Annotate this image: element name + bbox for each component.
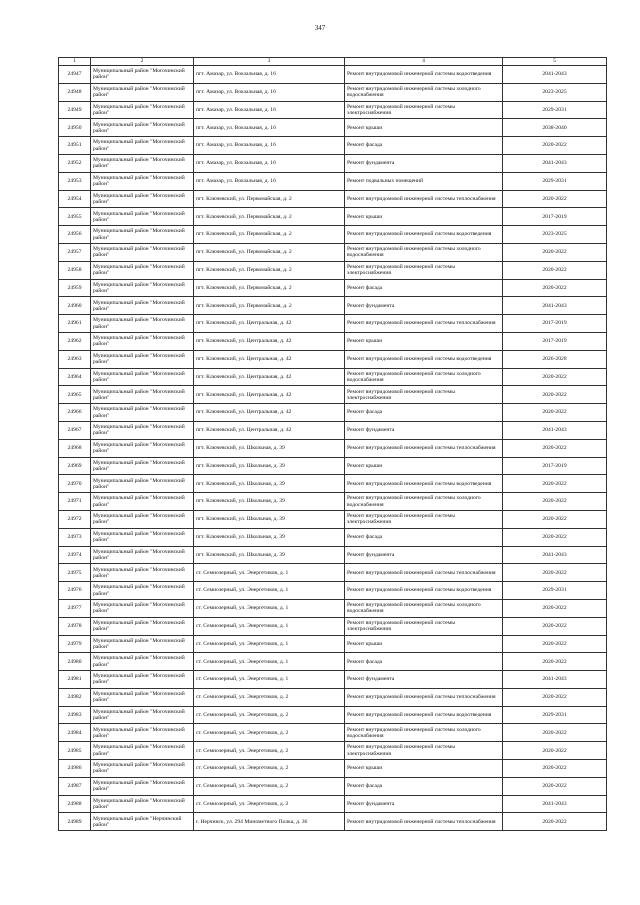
row-number-cell: 24970 xyxy=(59,475,91,493)
work-type-cell: Ремонт фасада xyxy=(345,777,503,795)
work-type-cell: Ремонт внутридомовой инженерной системы теплоснабжения xyxy=(345,439,503,457)
address-cell: ст. Семиозерный, ул. Энергетиков, д. 1 xyxy=(194,653,345,671)
work-type-cell: Ремонт крыши xyxy=(345,119,503,137)
address-cell: пгт. Ключевский, ул. Первомайская, д. 2 xyxy=(194,279,345,297)
work-type-cell: Ремонт внутридомовой инженерной системы электроснабжения xyxy=(345,742,503,760)
municipality-cell: Муниципальный район "Могочинский район" xyxy=(91,279,194,297)
municipality-cell: Муниципальный район "Могочинский район" xyxy=(91,350,194,368)
table-row xyxy=(59,688,607,706)
period-cell: 2020-2022 xyxy=(503,190,607,208)
municipality-cell: Муниципальный район "Могочинский район" xyxy=(91,226,194,244)
table-row xyxy=(59,528,607,546)
period-cell: 2023-2025 xyxy=(503,83,607,101)
row-number-cell: 24964 xyxy=(59,368,91,386)
address-cell: пгт. Ключевский, ул. Первомайская, д. 2 xyxy=(194,261,345,279)
table-row xyxy=(59,368,607,386)
table-row xyxy=(59,546,607,564)
page-number: 347 xyxy=(314,24,326,32)
table-row xyxy=(59,297,607,315)
municipality-cell: Муниципальный район "Могочинский район" xyxy=(91,475,194,493)
column-header-2: 2 xyxy=(91,58,194,66)
address-cell: пгт. Ключевский, ул. Первомайская, д. 2 xyxy=(194,208,345,226)
row-number-cell: 24973 xyxy=(59,528,91,546)
table-row xyxy=(59,742,607,760)
address-cell: ст. Семиозерный, ул. Энергетиков, д. 2 xyxy=(194,760,345,778)
table-row xyxy=(59,404,607,422)
row-number-cell: 24951 xyxy=(59,137,91,155)
row-number-cell: 24963 xyxy=(59,350,91,368)
period-cell: 2020-2022 xyxy=(503,279,607,297)
municipality-cell: Муниципальный район "Могочинский район" xyxy=(91,332,194,350)
period-cell: 2029-2031 xyxy=(503,172,607,190)
work-type-cell: Ремонт фасада xyxy=(345,404,503,422)
row-number-cell: 24960 xyxy=(59,297,91,315)
address-cell: пгт. Амазар, ул. Вокзальная, д. 16 xyxy=(194,154,345,172)
municipality-cell: Муниципальный район "Могочинский район" xyxy=(91,137,194,155)
period-cell: 2041-2043 xyxy=(503,154,607,172)
work-type-cell: Ремонт внутридомовой инженерной системы водоотведения xyxy=(345,66,503,84)
column-header-3: 3 xyxy=(194,58,345,66)
table-row xyxy=(59,421,607,439)
period-cell: 2029-2031 xyxy=(503,706,607,724)
municipality-cell: Муниципальный район "Могочинский район" xyxy=(91,671,194,689)
municipality-cell: Муниципальный район "Могочинский район" xyxy=(91,635,194,653)
municipality-cell: Муниципальный район "Могочинский район" xyxy=(91,457,194,475)
address-cell: ст. Семиозерный, ул. Энергетиков, д. 1 xyxy=(194,582,345,600)
row-number-cell: 24971 xyxy=(59,493,91,511)
work-type-cell: Ремонт внутридомовой инженерной системы холодного водоснабжения xyxy=(345,599,503,617)
work-type-cell: Ремонт внутридомовой инженерной системы электроснабжения xyxy=(345,617,503,635)
work-type-cell: Ремонт фундамента xyxy=(345,671,503,689)
municipality-cell: Муниципальный район "Могочинский район" xyxy=(91,119,194,137)
table-row xyxy=(59,101,607,119)
row-number-cell: 24987 xyxy=(59,777,91,795)
municipality-cell: Муниципальный район "Могочинский район" xyxy=(91,795,194,813)
period-cell: 2020-2022 xyxy=(503,475,607,493)
municipality-cell: Муниципальный район "Могочинский район" xyxy=(91,386,194,404)
table-row xyxy=(59,706,607,724)
address-cell: пгт. Амазар, ул. Вокзальная, д. 16 xyxy=(194,172,345,190)
period-cell: 2020-2022 xyxy=(503,137,607,155)
period-cell: 2017-2019 xyxy=(503,457,607,475)
work-type-cell: Ремонт фасада xyxy=(345,279,503,297)
work-type-cell: Ремонт крыши xyxy=(345,332,503,350)
table-row xyxy=(59,172,607,190)
table-row xyxy=(59,226,607,244)
work-type-cell: Ремонт крыши xyxy=(345,208,503,226)
table-row xyxy=(59,457,607,475)
table-row xyxy=(59,795,607,813)
table-row xyxy=(59,653,607,671)
municipality-cell: Муниципальный район "Могочинский район" xyxy=(91,760,194,778)
municipality-cell: Муниципальный район "Могочинский район" xyxy=(91,617,194,635)
row-number-cell: 24975 xyxy=(59,564,91,582)
address-cell: пгт. Ключевский, ул. Школьная, д. 39 xyxy=(194,493,345,511)
period-cell: 2020-2022 xyxy=(503,599,607,617)
municipality-cell: Муниципальный район "Могочинский район" xyxy=(91,368,194,386)
row-number-cell: 24972 xyxy=(59,510,91,528)
work-type-cell: Ремонт фасада xyxy=(345,137,503,155)
address-cell: ст. Семиозерный, ул. Энергетиков, д. 2 xyxy=(194,688,345,706)
municipality-cell: Муниципальный район "Могочинский район" xyxy=(91,404,194,422)
work-type-cell: Ремонт фундамента xyxy=(345,421,503,439)
table-row xyxy=(59,724,607,742)
address-cell: ст. Семиозерный, ул. Энергетиков, д. 2 xyxy=(194,742,345,760)
table-row xyxy=(59,564,607,582)
municipality-cell: Муниципальный район "Могочинский район" xyxy=(91,688,194,706)
address-cell: ст. Семиозерный, ул. Энергетиков, д. 1 xyxy=(194,617,345,635)
municipality-cell: Муниципальный район "Могочинский район" xyxy=(91,777,194,795)
work-type-cell: Ремонт внутридомовой инженерной системы теплоснабжения xyxy=(345,813,503,831)
period-cell: 2020-2022 xyxy=(503,243,607,261)
period-cell: 2017-2019 xyxy=(503,332,607,350)
work-type-cell: Ремонт крыши xyxy=(345,635,503,653)
work-type-cell: Ремонт фундамента xyxy=(345,795,503,813)
municipality-cell: Муниципальный район "Могочинский район" xyxy=(91,706,194,724)
municipality-cell: Муниципальный район "Могочинский район" xyxy=(91,528,194,546)
period-cell: 2020-2022 xyxy=(503,724,607,742)
period-cell: 2041-2043 xyxy=(503,297,607,315)
column-header-4: 4 xyxy=(345,58,503,66)
row-number-cell: 24988 xyxy=(59,795,91,813)
municipality-cell: Муниципальный район "Могочинский район" xyxy=(91,243,194,261)
row-number-cell: 24976 xyxy=(59,582,91,600)
period-cell: 2020-2022 xyxy=(503,439,607,457)
address-cell: пгт. Ключевский, ул. Центральная, д. 42 xyxy=(194,350,345,368)
row-number-cell: 24958 xyxy=(59,261,91,279)
table-row xyxy=(59,243,607,261)
address-cell: пгт. Амазар, ул. Вокзальная, д. 16 xyxy=(194,101,345,119)
table-row xyxy=(59,617,607,635)
period-cell: 2020-2022 xyxy=(503,386,607,404)
row-number-cell: 24950 xyxy=(59,119,91,137)
table-row xyxy=(59,190,607,208)
municipality-cell: Муниципальный район "Могочинский район" xyxy=(91,546,194,564)
row-number-cell: 24954 xyxy=(59,190,91,208)
address-cell: пгт. Амазар, ул. Вокзальная, д. 16 xyxy=(194,137,345,155)
work-type-cell: Ремонт крыши xyxy=(345,760,503,778)
municipality-cell: Муниципальный район "Могочинский район" xyxy=(91,101,194,119)
table-row xyxy=(59,386,607,404)
address-cell: ст. Семиозерный, ул. Энергетиков, д. 2 xyxy=(194,706,345,724)
municipality-cell: Муниципальный район "Могочинский район" xyxy=(91,154,194,172)
period-cell: 2029-2031 xyxy=(503,101,607,119)
row-number-cell: 24962 xyxy=(59,332,91,350)
address-cell: г. Нерчинск, ул. 294 Минометного Полка, д. 36 xyxy=(194,813,345,831)
work-type-cell: Ремонт внутридомовой инженерной системы электроснабжения xyxy=(345,386,503,404)
work-type-cell: Ремонт крыши xyxy=(345,457,503,475)
work-type-cell: Ремонт внутридомовой инженерной системы электроснабжения xyxy=(345,101,503,119)
address-cell: пгт. Амазар, ул. Вокзальная, д. 16 xyxy=(194,66,345,84)
row-number-cell: 24982 xyxy=(59,688,91,706)
municipality-cell: Муниципальный район "Могочинский район" xyxy=(91,421,194,439)
table-row xyxy=(59,279,607,297)
table-row xyxy=(59,760,607,778)
address-cell: ст. Семиозерный, ул. Энергетиков, д. 1 xyxy=(194,564,345,582)
municipality-cell: Муниципальный район "Могочинский район" xyxy=(91,66,194,84)
row-number-cell: 24955 xyxy=(59,208,91,226)
period-cell: 2041-2043 xyxy=(503,66,607,84)
period-cell: 2020-2022 xyxy=(503,510,607,528)
period-cell: 2020-2022 xyxy=(503,777,607,795)
period-cell: 2020-2022 xyxy=(503,261,607,279)
period-cell: 2020-2022 xyxy=(503,742,607,760)
period-cell: 2041-2043 xyxy=(503,795,607,813)
municipality-cell: Муниципальный район "Могочинский район" xyxy=(91,83,194,101)
row-number-cell: 24966 xyxy=(59,404,91,422)
address-cell: ст. Семиозерный, ул. Энергетиков, д. 1 xyxy=(194,599,345,617)
row-number-cell: 24969 xyxy=(59,457,91,475)
table-row xyxy=(59,475,607,493)
row-number-cell: 24984 xyxy=(59,724,91,742)
work-type-cell: Ремонт внутридомовой инженерной системы водоотведения xyxy=(345,582,503,600)
municipality-cell: Муниципальный район "Могочинский район" xyxy=(91,315,194,333)
header-row xyxy=(59,58,607,66)
work-type-cell: Ремонт внутридомовой инженерной системы холодного водоснабжения xyxy=(345,368,503,386)
table-row xyxy=(59,635,607,653)
address-cell: пгт. Ключевский, ул. Первомайская, д. 2 xyxy=(194,243,345,261)
address-cell: пгт. Ключевский, ул. Центральная, д. 42 xyxy=(194,315,345,333)
table-row xyxy=(59,813,607,831)
address-cell: пгт. Ключевский, ул. Школьная, д. 39 xyxy=(194,457,345,475)
municipality-cell: Муниципальный район "Нерчинский район" xyxy=(91,813,194,831)
address-cell: пгт. Ключевский, ул. Центральная, д. 42 xyxy=(194,386,345,404)
period-cell: 2020-2022 xyxy=(503,617,607,635)
period-cell: 2017-2019 xyxy=(503,208,607,226)
work-type-cell: Ремонт внутридомовой инженерной системы холодного водоснабжения xyxy=(345,83,503,101)
period-cell: 2023-2025 xyxy=(503,226,607,244)
period-cell: 2020-2022 xyxy=(503,688,607,706)
address-cell: ст. Семиозерный, ул. Энергетиков, д. 2 xyxy=(194,724,345,742)
row-number-cell: 24979 xyxy=(59,635,91,653)
address-cell: пгт. Ключевский, ул. Центральная, д. 42 xyxy=(194,368,345,386)
address-cell: ст. Семиозерный, ул. Энергетиков, д. 2 xyxy=(194,777,345,795)
period-cell: 2020-2022 xyxy=(503,404,607,422)
address-cell: ст. Семиозерный, ул. Энергетиков, д. 1 xyxy=(194,635,345,653)
address-cell: пгт. Амазар, ул. Вокзальная, д. 16 xyxy=(194,83,345,101)
work-type-cell: Ремонт фундамента xyxy=(345,154,503,172)
address-cell: пгт. Ключевский, ул. Центральная, д. 42 xyxy=(194,332,345,350)
work-type-cell: Ремонт внутридомовой инженерной системы электроснабжения xyxy=(345,510,503,528)
row-number-cell: 24948 xyxy=(59,83,91,101)
period-cell: 2020-2022 xyxy=(503,760,607,778)
table-row xyxy=(59,154,607,172)
table-row xyxy=(59,671,607,689)
table-row xyxy=(59,777,607,795)
row-number-cell: 24968 xyxy=(59,439,91,457)
row-number-cell: 24961 xyxy=(59,315,91,333)
address-cell: пгт. Ключевский, ул. Первомайская, д. 2 xyxy=(194,297,345,315)
row-number-cell: 24959 xyxy=(59,279,91,297)
period-cell: 2020-2022 xyxy=(503,635,607,653)
period-cell: 2020-2022 xyxy=(503,528,607,546)
table-row xyxy=(59,493,607,511)
column-header-5: 5 xyxy=(503,58,607,66)
work-type-cell: Ремонт внутридомовой инженерной системы теплоснабжения xyxy=(345,564,503,582)
table-row xyxy=(59,208,607,226)
municipality-cell: Муниципальный район "Могочинский район" xyxy=(91,582,194,600)
row-number-cell: 24974 xyxy=(59,546,91,564)
repair-schedule-table xyxy=(58,57,607,831)
period-cell: 2029-2031 xyxy=(503,582,607,600)
table-row xyxy=(59,582,607,600)
table-row xyxy=(59,315,607,333)
row-number-cell: 24977 xyxy=(59,599,91,617)
table-row xyxy=(59,66,607,84)
row-number-cell: 24949 xyxy=(59,101,91,119)
row-number-cell: 24978 xyxy=(59,617,91,635)
address-cell: пгт. Ключевский, ул. Школьная, д. 39 xyxy=(194,439,345,457)
period-cell: 2020-2022 xyxy=(503,813,607,831)
work-type-cell: Ремонт внутридомовой инженерной системы теплоснабжения xyxy=(345,190,503,208)
work-type-cell: Ремонт внутридомовой инженерной системы теплоснабжения xyxy=(345,315,503,333)
row-number-cell: 24980 xyxy=(59,653,91,671)
table-row xyxy=(59,510,607,528)
municipality-cell: Муниципальный район "Могочинский район" xyxy=(91,564,194,582)
row-number-cell: 24989 xyxy=(59,813,91,831)
row-number-cell: 24947 xyxy=(59,66,91,84)
work-type-cell: Ремонт фасада xyxy=(345,528,503,546)
work-type-cell: Ремонт фундамента xyxy=(345,297,503,315)
table-row xyxy=(59,332,607,350)
row-number-cell: 24952 xyxy=(59,154,91,172)
row-number-cell: 24985 xyxy=(59,742,91,760)
address-cell: ст. Семиозерный, ул. Энергетиков, д. 1 xyxy=(194,671,345,689)
municipality-cell: Муниципальный район "Могочинский район" xyxy=(91,493,194,511)
address-cell: пгт. Ключевский, ул. Школьная, д. 39 xyxy=(194,528,345,546)
address-cell: пгт. Ключевский, ул. Школьная, д. 39 xyxy=(194,475,345,493)
period-cell: 2041-2043 xyxy=(503,546,607,564)
table-row xyxy=(59,119,607,137)
row-number-cell: 24983 xyxy=(59,706,91,724)
period-cell: 2041-2043 xyxy=(503,671,607,689)
municipality-cell: Муниципальный район "Могочинский район" xyxy=(91,742,194,760)
address-cell: ст. Семиозерный, ул. Энергетиков, д. 2 xyxy=(194,795,345,813)
row-number-cell: 24957 xyxy=(59,243,91,261)
row-number-cell: 24965 xyxy=(59,386,91,404)
work-type-cell: Ремонт внутридомовой инженерной системы водоотведения xyxy=(345,226,503,244)
municipality-cell: Муниципальный район "Могочинский район" xyxy=(91,208,194,226)
work-type-cell: Ремонт внутридомовой инженерной системы электроснабжения xyxy=(345,261,503,279)
municipality-cell: Муниципальный район "Могочинский район" xyxy=(91,172,194,190)
row-number-cell: 24956 xyxy=(59,226,91,244)
municipality-cell: Муниципальный район "Могочинский район" xyxy=(91,297,194,315)
address-cell: пгт. Ключевский, ул. Центральная, д. 42 xyxy=(194,404,345,422)
column-header-1: 1 xyxy=(59,58,91,66)
table-row xyxy=(59,137,607,155)
period-cell: 2038-2040 xyxy=(503,119,607,137)
row-number-cell: 24967 xyxy=(59,421,91,439)
work-type-cell: Ремонт внутридомовой инженерной системы холодного водоснабжения xyxy=(345,724,503,742)
address-cell: пгт. Амазар, ул. Вокзальная, д. 16 xyxy=(194,119,345,137)
table-body xyxy=(59,66,607,831)
row-number-cell: 24953 xyxy=(59,172,91,190)
work-type-cell: Ремонт внутридомовой инженерной системы водоотведения xyxy=(345,350,503,368)
table-row xyxy=(59,350,607,368)
work-type-cell: Ремонт подвальных помещений xyxy=(345,172,503,190)
work-type-cell: Ремонт внутридомовой инженерной системы холодного водоснабжения xyxy=(345,493,503,511)
municipality-cell: Муниципальный район "Могочинский район" xyxy=(91,653,194,671)
work-type-cell: Ремонт внутридомовой инженерной системы холодного водоснабжения xyxy=(345,243,503,261)
address-cell: пгт. Ключевский, ул. Школьная, д. 39 xyxy=(194,510,345,528)
row-number-cell: 24986 xyxy=(59,760,91,778)
address-cell: пгт. Ключевский, ул. Первомайская, д. 2 xyxy=(194,190,345,208)
table-row xyxy=(59,261,607,279)
municipality-cell: Муниципальный район "Могочинский район" xyxy=(91,261,194,279)
municipality-cell: Муниципальный район "Могочинский район" xyxy=(91,190,194,208)
period-cell: 2026-2028 xyxy=(503,350,607,368)
work-type-cell: Ремонт внутридомовой инженерной системы водоотведения xyxy=(345,475,503,493)
period-cell: 2020-2022 xyxy=(503,653,607,671)
municipality-cell: Муниципальный район "Могочинский район" xyxy=(91,510,194,528)
address-cell: пгт. Ключевский, ул. Первомайская, д. 2 xyxy=(194,226,345,244)
work-type-cell: Ремонт внутридомовой инженерной системы теплоснабжения xyxy=(345,688,503,706)
period-cell: 2020-2022 xyxy=(503,493,607,511)
period-cell: 2020-2022 xyxy=(503,564,607,582)
municipality-cell: Муниципальный район "Могочинский район" xyxy=(91,599,194,617)
table-row xyxy=(59,83,607,101)
municipality-cell: Муниципальный район "Могочинский район" xyxy=(91,439,194,457)
period-cell: 2041-2043 xyxy=(503,421,607,439)
table-row xyxy=(59,439,607,457)
municipality-cell: Муниципальный район "Могочинский район" xyxy=(91,724,194,742)
row-number-cell: 24981 xyxy=(59,671,91,689)
work-type-cell: Ремонт внутридомовой инженерной системы водоотведения xyxy=(345,706,503,724)
period-cell: 2017-2019 xyxy=(503,315,607,333)
table-row xyxy=(59,599,607,617)
address-cell: пгт. Ключевский, ул. Центральная, д. 42 xyxy=(194,421,345,439)
work-type-cell: Ремонт фасада xyxy=(345,653,503,671)
work-type-cell: Ремонт фундамента xyxy=(345,546,503,564)
address-cell: пгт. Ключевский, ул. Школьная, д. 39 xyxy=(194,546,345,564)
period-cell: 2020-2022 xyxy=(503,368,607,386)
